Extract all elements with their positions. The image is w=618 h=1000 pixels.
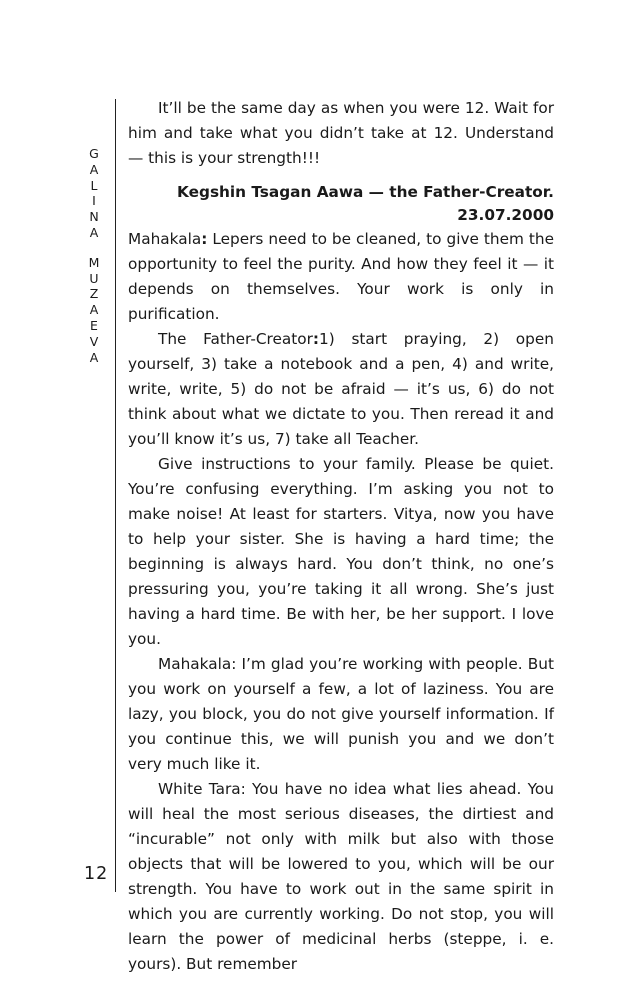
author-letter: I: [92, 193, 96, 209]
paragraph-text: Mahakala: I’m glad you’re working with people. But you work on yourself a few, a lot of laziness. You are lazy, you block, you do not give yourself information. If you continue this, we will punish you and we don’t very much like it.: [128, 655, 554, 773]
heading-title: Kegshin Tsagan Aawa — the Father-Creator.: [177, 183, 554, 201]
paragraph: [128, 227, 554, 327]
heading-date: 23.07.2000: [457, 206, 554, 224]
paragraph-text: :: [312, 330, 320, 348]
margin-rule: [115, 99, 116, 892]
author-vertical-name: [84, 146, 104, 365]
author-letter: A: [89, 161, 99, 177]
body-text: [128, 96, 554, 977]
paragraph-text: 1) start praying, 2) open yourself, 3) take a notebook and a pen, 4) and write, write, write, 5) do not be afraid — it’s us, 6) do not think about what we dictate to you. Then reread it and you’ll know it’s us, 7) take all Teacher.: [128, 330, 554, 448]
author-letter: G: [89, 146, 99, 161]
section-heading: [128, 181, 554, 227]
author-letter: A: [89, 302, 99, 318]
author-letter: Z: [89, 286, 99, 302]
author-letter: A: [89, 224, 99, 240]
author-letter: M: [88, 254, 100, 270]
author-letter: V: [89, 333, 99, 349]
paragraph-text: It’ll be the same day as when you were 12. Wait for him and take what you didn’t take at 12. Understand — this is your strength!!!: [128, 99, 554, 167]
paragraph: [128, 452, 554, 652]
paragraph: [128, 777, 554, 977]
paragraph-text: Lepers need to be cleaned, to give them the opportunity to feel the purity. And how they feel it — it depends on themselves. Your work is only in purification.: [128, 230, 554, 323]
paragraph-text: The Father-Creator: [158, 330, 313, 348]
paragraph-text: Give instructions to your family. Please be quiet. You’re confusing everything. I’m asking you not to make noise! At least for starters. Vitya, now you have to help your sister. She is having a hard time; the beginning is always hard. You don’t think, no one’s pressuring you, you’re taking it all wrong. She’s just having a hard time. Be with her, be her support. I love you.: [128, 455, 554, 648]
paragraph: [128, 96, 554, 171]
author-letter: E: [90, 317, 98, 333]
author-letter: N: [89, 209, 99, 225]
paragraph-text: White Tara: You have no idea what lies ahead. You will heal the most serious diseases, the dirtiest and “incurable” not only with milk but also with those objects that will be lowered to you, which will be our strength. You have to work out in the same spirit in which you are currently working. Do not stop, you will learn the power of medicinal herbs (steppe, i. e. yours). But remember: [128, 780, 554, 973]
author-letter: A: [89, 349, 99, 365]
author-letter: U: [89, 270, 99, 286]
page-number: 12: [84, 864, 109, 884]
paragraph-text: :: [201, 230, 208, 248]
author-letter: L: [90, 177, 98, 193]
paragraph: [128, 327, 554, 452]
paragraph-text: Mahakala: [128, 230, 202, 248]
paragraph: [128, 652, 554, 777]
